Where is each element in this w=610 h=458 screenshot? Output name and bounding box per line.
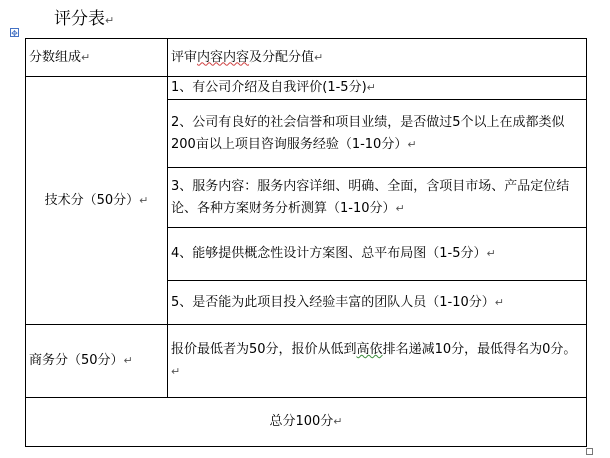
technical-score-label: 技术分（50分）↵	[26, 77, 168, 325]
table-resize-handle[interactable]	[586, 448, 593, 455]
header-cell-component: 分数组成↵	[26, 39, 168, 77]
table-row	[26, 325, 587, 398]
technical-item-3: 3、服务内容：服务内容详细、明确、全面，含项目市场、产品定位结论、各种方案财务分析测算（1-10分）↵	[168, 168, 587, 228]
table-move-handle-icon[interactable]: ✥	[11, 29, 18, 38]
table-row	[26, 398, 587, 447]
page-title: 评分表↵	[54, 9, 115, 29]
table-row	[26, 77, 587, 100]
technical-item-4: 4、能够提供概念性设计方案图、总平布局图（1-5分）↵	[168, 228, 587, 281]
technical-item-1: 1、有公司介绍及自我评价(1-5分)↵	[168, 77, 587, 100]
table-header-row	[26, 39, 587, 77]
business-score-rule: 报价最低者为50分，报价从低到高依排名递减10分，最低得名为0分。↵	[168, 325, 587, 398]
paragraph-mark: ↵	[105, 14, 115, 27]
business-score-label: 商务分（50分）↵	[26, 325, 168, 398]
header-cell-content: 评审内容内容及分配分值↵	[168, 39, 587, 77]
technical-item-5: 5、是否能为此项目投入经验丰富的团队人员（1-10分）↵	[168, 281, 587, 325]
technical-item-2: 2、公司有良好的社会信誉和项目业绩，是否做过5个以上在成都类似200亩以上项目咨询服务经验（1-10分）↵	[168, 100, 587, 168]
total-score: 总分100分↵	[26, 398, 587, 447]
scoring-table	[25, 38, 587, 447]
